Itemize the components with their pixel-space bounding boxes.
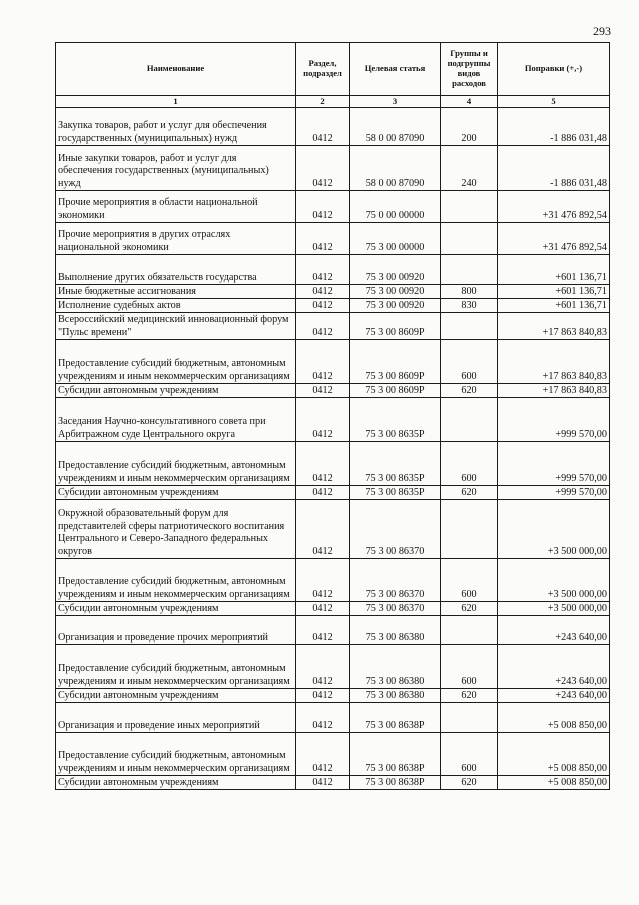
- header-target: Целевая статья: [350, 43, 441, 96]
- row-amendment-amount: +3 500 000,00: [498, 602, 610, 616]
- row-section: 0412: [296, 442, 350, 486]
- row-name: Предоставление субсидий бюджетным, автономным учреждениям и иным некоммерческим организациям: [56, 340, 296, 384]
- table-row: [56, 616, 610, 645]
- row-name: Организация и проведение иных мероприятий: [56, 703, 296, 733]
- row-section: 0412: [296, 500, 350, 559]
- table-row: [56, 223, 610, 255]
- budget-table: [55, 42, 610, 790]
- row-amendment-amount: +999 570,00: [498, 486, 610, 500]
- row-name: Субсидии автономным учреждениям: [56, 689, 296, 703]
- row-section: 0412: [296, 645, 350, 689]
- column-number: 5: [498, 96, 610, 108]
- row-section: 0412: [296, 602, 350, 616]
- row-target-article: 75 3 00 86380: [350, 645, 441, 689]
- row-amendment-amount: +31 476 892,54: [498, 223, 610, 255]
- row-amendment-amount: +5 008 850,00: [498, 733, 610, 776]
- row-expense-group: [441, 191, 498, 223]
- row-section: 0412: [296, 703, 350, 733]
- row-target-article: 75 3 00 8638Р: [350, 733, 441, 776]
- row-target-article: 75 3 00 86370: [350, 559, 441, 602]
- row-name: Субсидии автономным учреждениям: [56, 776, 296, 790]
- row-name: Закупка товаров, работ и услуг для обеспечения государственных (муниципальных) нужд: [56, 108, 296, 146]
- table-row: [56, 384, 610, 398]
- row-amendment-amount: +601 136,71: [498, 255, 610, 285]
- row-target-article: 75 3 00 8638Р: [350, 776, 441, 790]
- row-name: Иные закупки товаров, работ и услуг для обеспечения государственных (муниципальных) нужд: [56, 146, 296, 191]
- table-row: [56, 645, 610, 689]
- table-row: [56, 602, 610, 616]
- row-section: 0412: [296, 255, 350, 285]
- row-expense-group: [441, 398, 498, 442]
- row-expense-group: [441, 703, 498, 733]
- table-row: [56, 108, 610, 146]
- row-section: 0412: [296, 146, 350, 191]
- table-row: [56, 703, 610, 733]
- table-row: [56, 285, 610, 299]
- row-expense-group: 620: [441, 384, 498, 398]
- row-section: 0412: [296, 223, 350, 255]
- column-number: 1: [56, 96, 296, 108]
- header-groups: Группы и подгруппы видов расходов: [441, 43, 498, 96]
- row-expense-group: [441, 223, 498, 255]
- table-row: [56, 689, 610, 703]
- row-target-article: 75 3 00 00920: [350, 255, 441, 285]
- header-name: Наименование: [56, 43, 296, 96]
- row-expense-group: 620: [441, 689, 498, 703]
- row-section: 0412: [296, 299, 350, 313]
- table-row: [56, 500, 610, 559]
- row-target-article: 75 3 00 8609Р: [350, 384, 441, 398]
- row-section: 0412: [296, 384, 350, 398]
- row-amendment-amount: +5 008 850,00: [498, 703, 610, 733]
- row-section: 0412: [296, 733, 350, 776]
- row-expense-group: 620: [441, 776, 498, 790]
- row-section: 0412: [296, 285, 350, 299]
- row-section: 0412: [296, 486, 350, 500]
- row-expense-group: 600: [441, 340, 498, 384]
- table-row: [56, 255, 610, 285]
- header-amendments: Поправки (+,-): [498, 43, 610, 96]
- table-row: [56, 191, 610, 223]
- table-row: [56, 146, 610, 191]
- column-number: 4: [441, 96, 498, 108]
- row-section: 0412: [296, 313, 350, 340]
- row-target-article: 58 0 00 87090: [350, 108, 441, 146]
- row-section: 0412: [296, 340, 350, 384]
- row-expense-group: 600: [441, 559, 498, 602]
- row-expense-group: 620: [441, 602, 498, 616]
- row-target-article: 75 0 00 00000: [350, 191, 441, 223]
- row-expense-group: 600: [441, 733, 498, 776]
- row-name: Предоставление субсидий бюджетным, автономным учреждениям и иным некоммерческим организациям: [56, 559, 296, 602]
- row-name: Иные бюджетные ассигнования: [56, 285, 296, 299]
- column-number: 3: [350, 96, 441, 108]
- row-amendment-amount: +243 640,00: [498, 645, 610, 689]
- row-target-article: 75 3 00 00920: [350, 299, 441, 313]
- row-target-article: 75 3 00 86370: [350, 602, 441, 616]
- row-expense-group: 240: [441, 146, 498, 191]
- row-amendment-amount: +601 136,71: [498, 285, 610, 299]
- row-amendment-amount: +3 500 000,00: [498, 500, 610, 559]
- row-target-article: 75 3 00 86380: [350, 616, 441, 645]
- row-section: 0412: [296, 559, 350, 602]
- row-section: 0412: [296, 689, 350, 703]
- row-name: Окружной образовательный форум для представителей сферы патриотического воспитания Центрального и Северо-Западного федеральных округов: [56, 500, 296, 559]
- row-amendment-amount: +999 570,00: [498, 442, 610, 486]
- row-section: 0412: [296, 616, 350, 645]
- row-name: Выполнение других обязательств государства: [56, 255, 296, 285]
- row-expense-group: 620: [441, 486, 498, 500]
- row-name: Предоставление субсидий бюджетным, автономным учреждениям и иным некоммерческим организациям: [56, 442, 296, 486]
- header-section: Раздел, подраздел: [296, 43, 350, 96]
- row-target-article: 75 3 00 00920: [350, 285, 441, 299]
- row-expense-group: 830: [441, 299, 498, 313]
- row-name: Субсидии автономным учреждениям: [56, 384, 296, 398]
- page-number: 293: [593, 24, 611, 38]
- header-row: [56, 43, 610, 96]
- row-amendment-amount: +999 570,00: [498, 398, 610, 442]
- column-number: 2: [296, 96, 350, 108]
- row-target-article: 75 3 00 8635Р: [350, 442, 441, 486]
- row-target-article: 75 3 00 8635Р: [350, 486, 441, 500]
- row-amendment-amount: -1 886 031,48: [498, 108, 610, 146]
- row-expense-group: 600: [441, 645, 498, 689]
- row-amendment-amount: +17 863 840,83: [498, 384, 610, 398]
- row-target-article: 75 3 00 8635Р: [350, 398, 441, 442]
- row-amendment-amount: +31 476 892,54: [498, 191, 610, 223]
- row-expense-group: 600: [441, 442, 498, 486]
- row-amendment-amount: +3 500 000,00: [498, 559, 610, 602]
- row-name: Субсидии автономным учреждениям: [56, 602, 296, 616]
- row-target-article: 75 3 00 86370: [350, 500, 441, 559]
- row-section: 0412: [296, 776, 350, 790]
- row-name: Организация и проведение прочих мероприятий: [56, 616, 296, 645]
- row-amendment-amount: +601 136,71: [498, 299, 610, 313]
- table-row: [56, 776, 610, 790]
- row-section: 0412: [296, 108, 350, 146]
- row-target-article: 75 3 00 8609Р: [350, 340, 441, 384]
- row-name: Исполнение судебных актов: [56, 299, 296, 313]
- row-name: Предоставление субсидий бюджетным, автономным учреждениям и иным некоммерческим организациям: [56, 645, 296, 689]
- row-amendment-amount: +243 640,00: [498, 689, 610, 703]
- row-amendment-amount: +243 640,00: [498, 616, 610, 645]
- row-expense-group: [441, 500, 498, 559]
- row-expense-group: [441, 313, 498, 340]
- table-row: [56, 486, 610, 500]
- row-expense-group: 800: [441, 285, 498, 299]
- row-target-article: 75 3 00 00000: [350, 223, 441, 255]
- row-expense-group: [441, 616, 498, 645]
- row-target-article: 58 0 00 87090: [350, 146, 441, 191]
- row-section: 0412: [296, 191, 350, 223]
- row-section: 0412: [296, 398, 350, 442]
- column-number-row: [56, 96, 610, 108]
- row-expense-group: 200: [441, 108, 498, 146]
- row-name: Прочие мероприятия в других отраслях национальной экономики: [56, 223, 296, 255]
- row-name: Прочие мероприятия в области национальной экономики: [56, 191, 296, 223]
- table-row: [56, 299, 610, 313]
- table-row: [56, 398, 610, 442]
- row-name: Всероссийский медицинский инновационный форум "Пульс времени": [56, 313, 296, 340]
- row-target-article: 75 3 00 8609Р: [350, 313, 441, 340]
- table-row: [56, 340, 610, 384]
- row-expense-group: [441, 255, 498, 285]
- row-target-article: 75 3 00 86380: [350, 689, 441, 703]
- row-name: Заседания Научно-консультативного совета при Арбитражном суде Центрального округа: [56, 398, 296, 442]
- row-amendment-amount: +17 863 840,83: [498, 340, 610, 384]
- row-name: Предоставление субсидий бюджетным, автономным учреждениям и иным некоммерческим организациям: [56, 733, 296, 776]
- table-row: [56, 442, 610, 486]
- table-row: [56, 313, 610, 340]
- table-row: [56, 733, 610, 776]
- row-amendment-amount: +5 008 850,00: [498, 776, 610, 790]
- table-body: [56, 108, 610, 790]
- table-row: [56, 559, 610, 602]
- row-amendment-amount: -1 886 031,48: [498, 146, 610, 191]
- row-name: Субсидии автономным учреждениям: [56, 486, 296, 500]
- row-target-article: 75 3 00 8638Р: [350, 703, 441, 733]
- row-amendment-amount: +17 863 840,83: [498, 313, 610, 340]
